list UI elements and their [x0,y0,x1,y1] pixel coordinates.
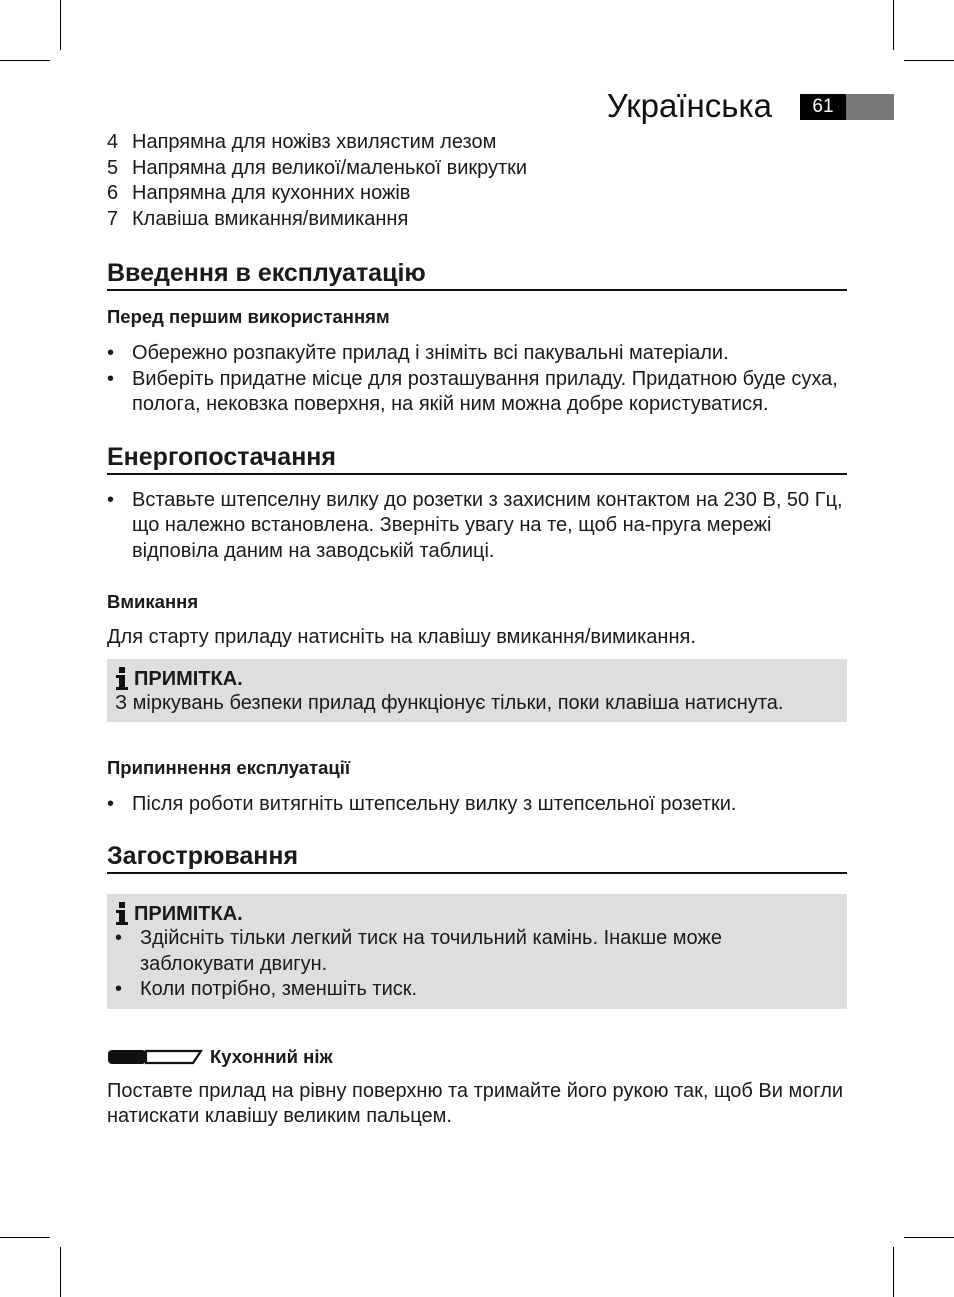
crop-mark [904,1237,954,1238]
crop-mark [893,0,894,50]
list-item: • Коли потрібно, зменшіть тиск. [115,978,418,1000]
section-heading-intro: Введення в експлуатацію [107,258,847,291]
knife-text: Поставте прилад на рівну поверхню та тримайте його рукою так, щоб Ви могли натискати клавішу великим пальцем. [107,1079,844,1127]
list-item: • Здійсніть тільки легкий тиск на точильний камінь. Інакше може заблокувати двигун. [115,927,722,975]
crop-mark [0,60,50,61]
list-item: 5 Напрямна для великої/маленької викрутки [107,156,528,179]
kitchen-knife-icon [107,1046,203,1068]
page-number: 61 [800,94,846,120]
section-heading-power: Енергопостачання [107,442,847,475]
subheading-kitchen-knife: Кухонний ніж [210,1045,333,1067]
page-header-title: Українська [606,87,772,124]
switch-on-text: Для старту приладу натисніть на клавішу вмикання/вимикання. [107,626,696,648]
parts-list [107,130,847,232]
power-bullets [107,488,847,565]
note-label: ПРИМІТКА. [134,667,243,690]
info-icon [115,667,129,691]
list-item: 4 Напрямна для ножівз хвилястим лезом [107,131,497,153]
list-item: 6 Напрямна для кухонних ножів [107,182,411,204]
list-item: • Після роботи витягніть штепсельну вилку з штепсельної розетки. [107,792,737,815]
note-bullets [115,926,839,1003]
intro-bullets [107,341,847,418]
page-number-bar [846,94,894,120]
crop-mark [893,1247,894,1297]
note-header [115,667,839,691]
list-item: • Обережно розпакуйте прилад і зніміть всі пакувальні матеріали. [107,342,729,364]
note-label: ПРИМІТКА. [134,903,243,925]
subheading-stop-use: Припиннення експлуатації [107,756,351,778]
stop-bullets [107,792,847,818]
list-item: • Вставьте штепселну вилку до розетки з захисним контактом на 230 В, 50 Гц, що належно встановлена. Зверніть увагу на те, щоб на-пруга мережі відповіла даним на заводській таблиці. [107,488,843,562]
crop-mark [904,60,954,61]
note-text: З міркувань безпеки прилад функціонує тільки, поки клавіша натиснута. [115,691,784,714]
info-icon [115,902,129,926]
crop-mark [0,1237,50,1238]
section-heading-sharpen: Загострювання [107,841,847,874]
crop-mark [60,1247,61,1297]
list-item: 7 Клавіша вмикання/вимикання [107,207,409,230]
crop-mark [60,0,61,50]
note-box-sharpen [107,894,847,1009]
subheading-first-use: Перед першим використанням [107,306,390,327]
subheading-switch-on: Вмикання [107,591,199,612]
list-item: • Виберіть придатне місце для розташування приладу. Придатною буде суха, пологa, нековзка поверхня, на якій ним можна добре користуватися. [107,367,838,415]
note-box-safety [107,659,847,722]
page-content [107,130,847,1130]
note-header [115,902,839,926]
knife-heading-row [107,1045,847,1069]
